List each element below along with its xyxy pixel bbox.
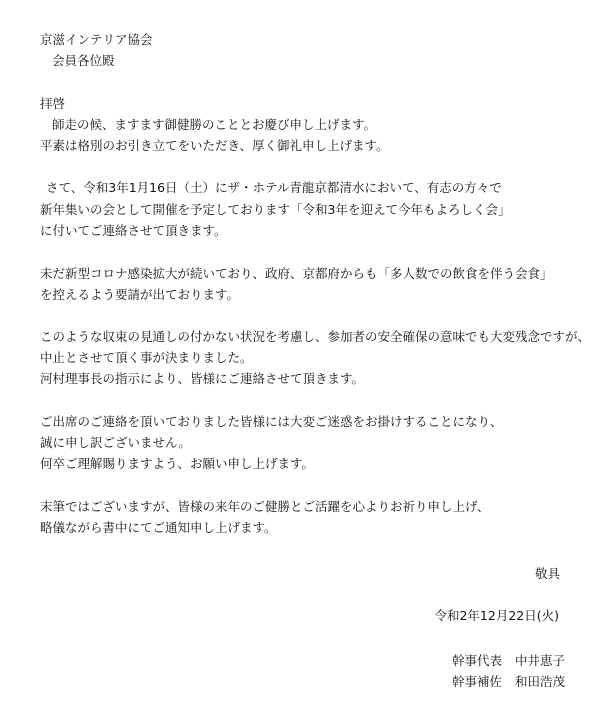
para3-line-1: このような収束の見通しの付かない状況を考慮し、参加者の安全確保の意味でも大変残念ですが、 <box>40 329 591 344</box>
addressee-members: 会員各位殿 <box>52 53 115 68</box>
letter-date: 令和2年12月22日(火) <box>434 608 559 623</box>
opening-line-2: 平素は格別のお引き立てをいただき、厚く御礼申し上げます。 <box>40 138 389 153</box>
para2-line-1: 未だ新型コロナ感染拡大が続いており、政府、京都府からも「多人数での飲食を伴う会食」 <box>40 266 553 281</box>
signature-role-1: 幹事代表 <box>452 653 503 668</box>
signature-name-2: 和田浩茂 <box>515 674 566 689</box>
signature-role-2: 幹事補佐 <box>452 674 503 689</box>
para5-line-1: 末筆ではございますが、皆様の来年のご健勝とご活躍を心よりお祈り申し上げ、 <box>40 499 490 514</box>
para4-line-2: 誠に申し訳ございません。 <box>40 435 191 450</box>
para3-line-2: 中止とさせて頂く事が決まりました。 <box>40 350 253 365</box>
addressee-org: 京滋インテリア協会 <box>40 32 153 47</box>
para1-line-1: さて、令和3年1月16日（土）にザ・ホテル青龍京都清水において、有志の方々で <box>46 180 502 195</box>
opening-line-1: 師走の候、ますます御健勝のこととお慶び申し上げます。 <box>52 117 377 132</box>
para4-line-1: ご出席のご連絡を頂いておりました皆様には大変ご迷惑をお掛けすることになり、 <box>40 414 503 429</box>
para1-line-3: に付いてご連絡させて頂きます。 <box>40 223 227 238</box>
para5-line-2: 略儀ながら書中にてご通知申し上げます。 <box>40 520 277 535</box>
para1-line-2: 新年集いの会として開催を予定しております「令和3年を迎えて今年もよろしく会」 <box>40 202 511 217</box>
para3-line-3: 河村理事長の指示により、皆様にご連絡させて頂きます。 <box>40 371 365 386</box>
para2-line-2: を控えるよう要請が出ております。 <box>40 287 240 302</box>
closing-keigu: 敬具 <box>534 566 560 581</box>
para4-line-3: 何卒ご理解賜りますよう、お願い申し上げます。 <box>40 456 315 471</box>
salutation: 拝啓 <box>40 96 66 111</box>
signature-name-1: 中井恵子 <box>515 653 566 668</box>
